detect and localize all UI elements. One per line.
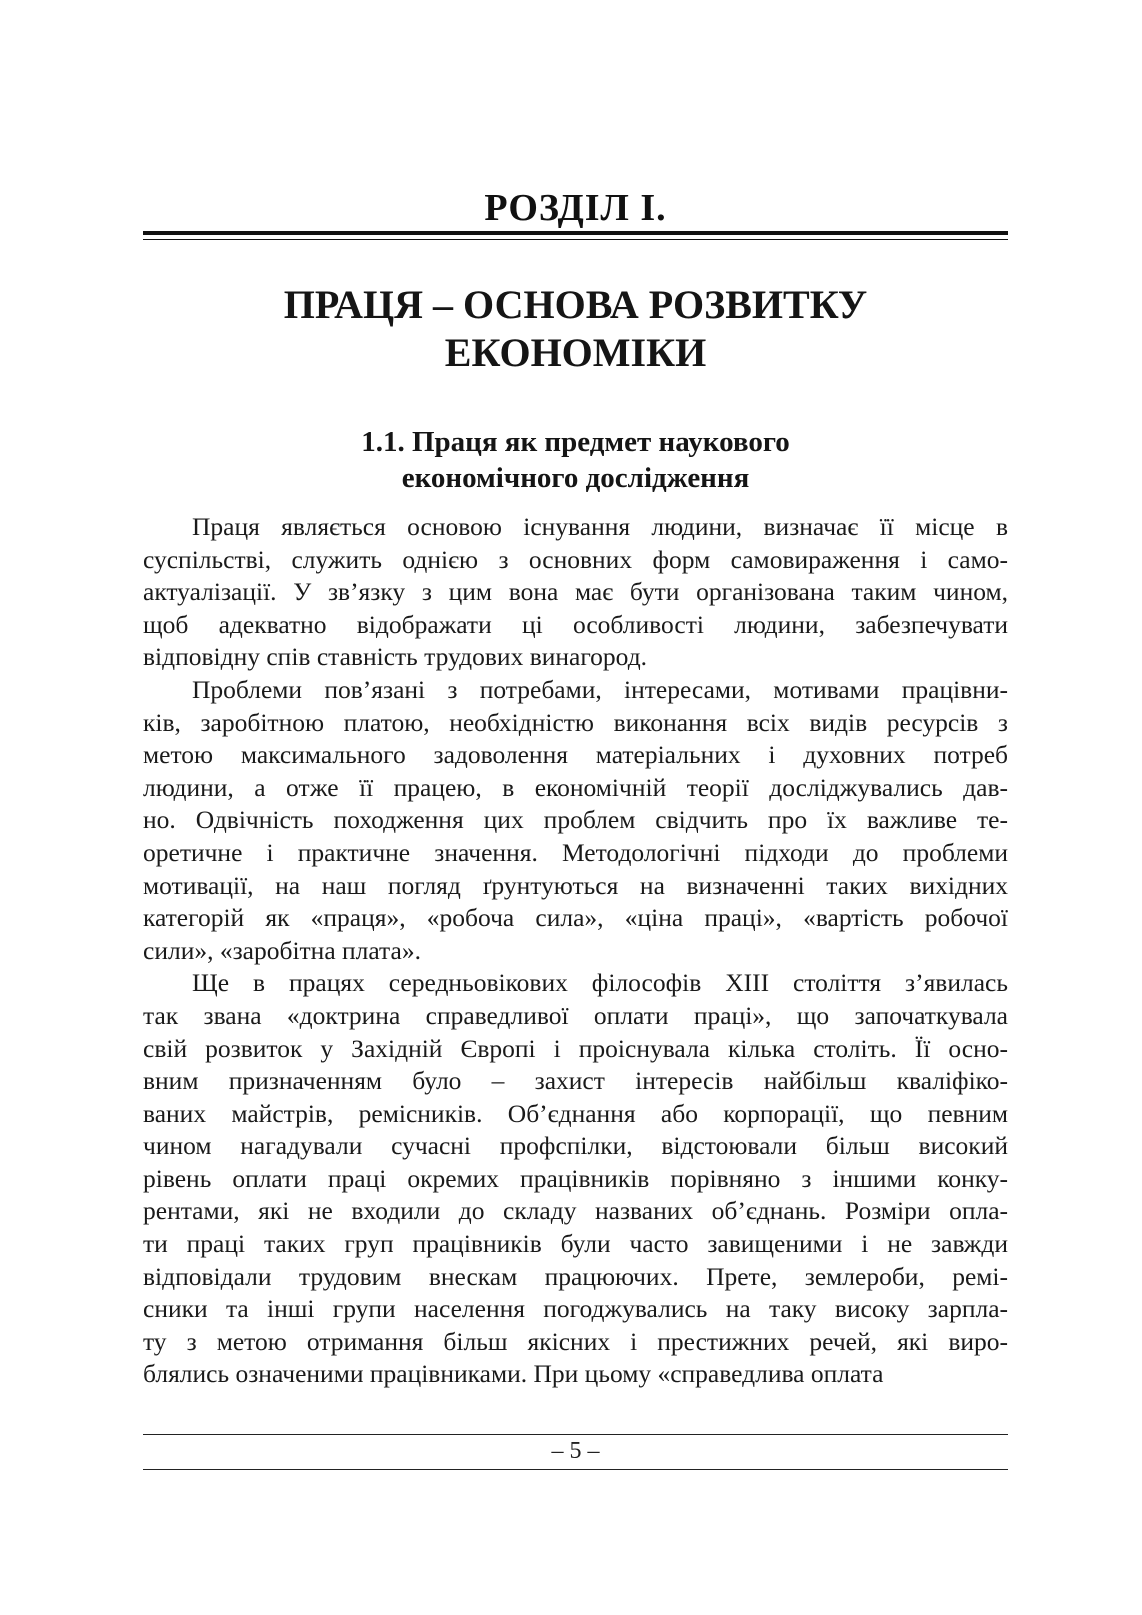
paragraph-2-line: ків, заробітною платою, необхідністю виконання всіх видів ресурсів з (143, 707, 1008, 737)
paragraph-1-line: суспільстві, служить однією з основних форм самовираження і само- (143, 544, 1008, 574)
paragraph-1-line: щоб адекватно відображати ці особливості людини, забезпечувати (143, 609, 1008, 639)
paragraph-2-line: сили», «заробітна плата». (143, 935, 421, 965)
paragraph-3-line: свій розвиток у Західній Європі і проіснувала кілька століть. Її осно- (143, 1033, 1008, 1063)
paragraph-3-line: ти праці таких груп працівників були часто завищеними і не завжди (143, 1229, 1008, 1259)
page-number: – 5 – (551, 1438, 600, 1464)
paragraph-3-line: відповідали трудовим внескам працюючих. Прете, землероби, ремі- (143, 1261, 1008, 1291)
chapter-title-line-2: ЕКОНОМІКИ (444, 330, 707, 375)
paragraph-3-line: ту з метою отримання більш якісних і престижних речей, які виро- (143, 1326, 1008, 1356)
chapter-title (143, 281, 1008, 377)
paragraph-2-line: оретичне і практичне значення. Методологічні підходи до проблеми (143, 837, 1008, 867)
chapter-title-line-1: ПРАЦЯ – ОСНОВА РОЗВИТКУ (283, 282, 868, 327)
paragraph-2-line: Проблеми пов’язані з потребами, інтересами, мотивами працівни- (192, 674, 1008, 704)
paragraph-3-line: Ще в працях середньовікових філософів XIII століття з’явилась (192, 968, 1008, 998)
paragraph-3-line: вним призначенням було – захист інтересів найбільш кваліфіко- (143, 1066, 1008, 1096)
paragraph-3-line: сники та інші групи населення погоджувались на таку високу зарпла- (143, 1294, 1008, 1324)
paragraph-2-line: людини, а отже її працею, в економічній теорії досліджувались дав- (143, 772, 1008, 802)
paragraph-2-line: метою максимального задоволення матеріальних і духовних потреб (143, 740, 1008, 770)
paragraph-3-line: блялись означеними працівниками. При цьому «справедлива оплата (143, 1359, 884, 1389)
paragraph-2-line: категорій як «праця», «робоча сила», «ціна праці», «вартість робочої (143, 903, 1008, 933)
section-title-line-1: 1.1. Праця як предмет наукового (361, 426, 790, 458)
chapter-rule-thin (143, 239, 1008, 240)
paragraph-3-line: рівень оплати праці окремих працівників порівняно з іншими конку- (143, 1163, 1008, 1193)
paragraph-2-line: мотивації, на наш погляд ґрунтуються на визначенні таких вихідних (143, 870, 1008, 900)
paragraph-3-line: ваних майстрів, ремісників. Об’єднання або корпорації, що певним (143, 1098, 1008, 1128)
paragraph-1-line: актуалізації. У зв’язку з цим вона має бути організована таким чином, (143, 577, 1008, 607)
paragraph-1-line: Праця являється основою існування людини, визначає її місце в (192, 512, 1008, 541)
footer-rule-bottom (143, 1469, 1008, 1470)
paragraph-3-line: рентами, які не входили до складу названих об’єднань. Розміри опла- (143, 1196, 1008, 1226)
chapter-label: РОЗДІЛ І. (484, 187, 667, 229)
footer-rule-top (143, 1434, 1008, 1435)
paragraph-3-line: так звана «доктрина справедливої оплати праці», що започаткувала (143, 1000, 1008, 1030)
section-title (143, 424, 1008, 496)
chapter-rule-thick (143, 231, 1008, 235)
paragraph-1-line: відповідну спів ставність трудових винагород. (143, 642, 648, 672)
paragraph-2-line: но. Одвічність походження цих проблем свідчить про їх важливе те- (143, 805, 1008, 835)
section-title-line-2: економічного дослідження (401, 462, 750, 494)
body-text (143, 511, 1008, 1391)
paragraph-3-line: чином нагадували сучасні профспілки, відстоювали більш високий (143, 1131, 1008, 1161)
